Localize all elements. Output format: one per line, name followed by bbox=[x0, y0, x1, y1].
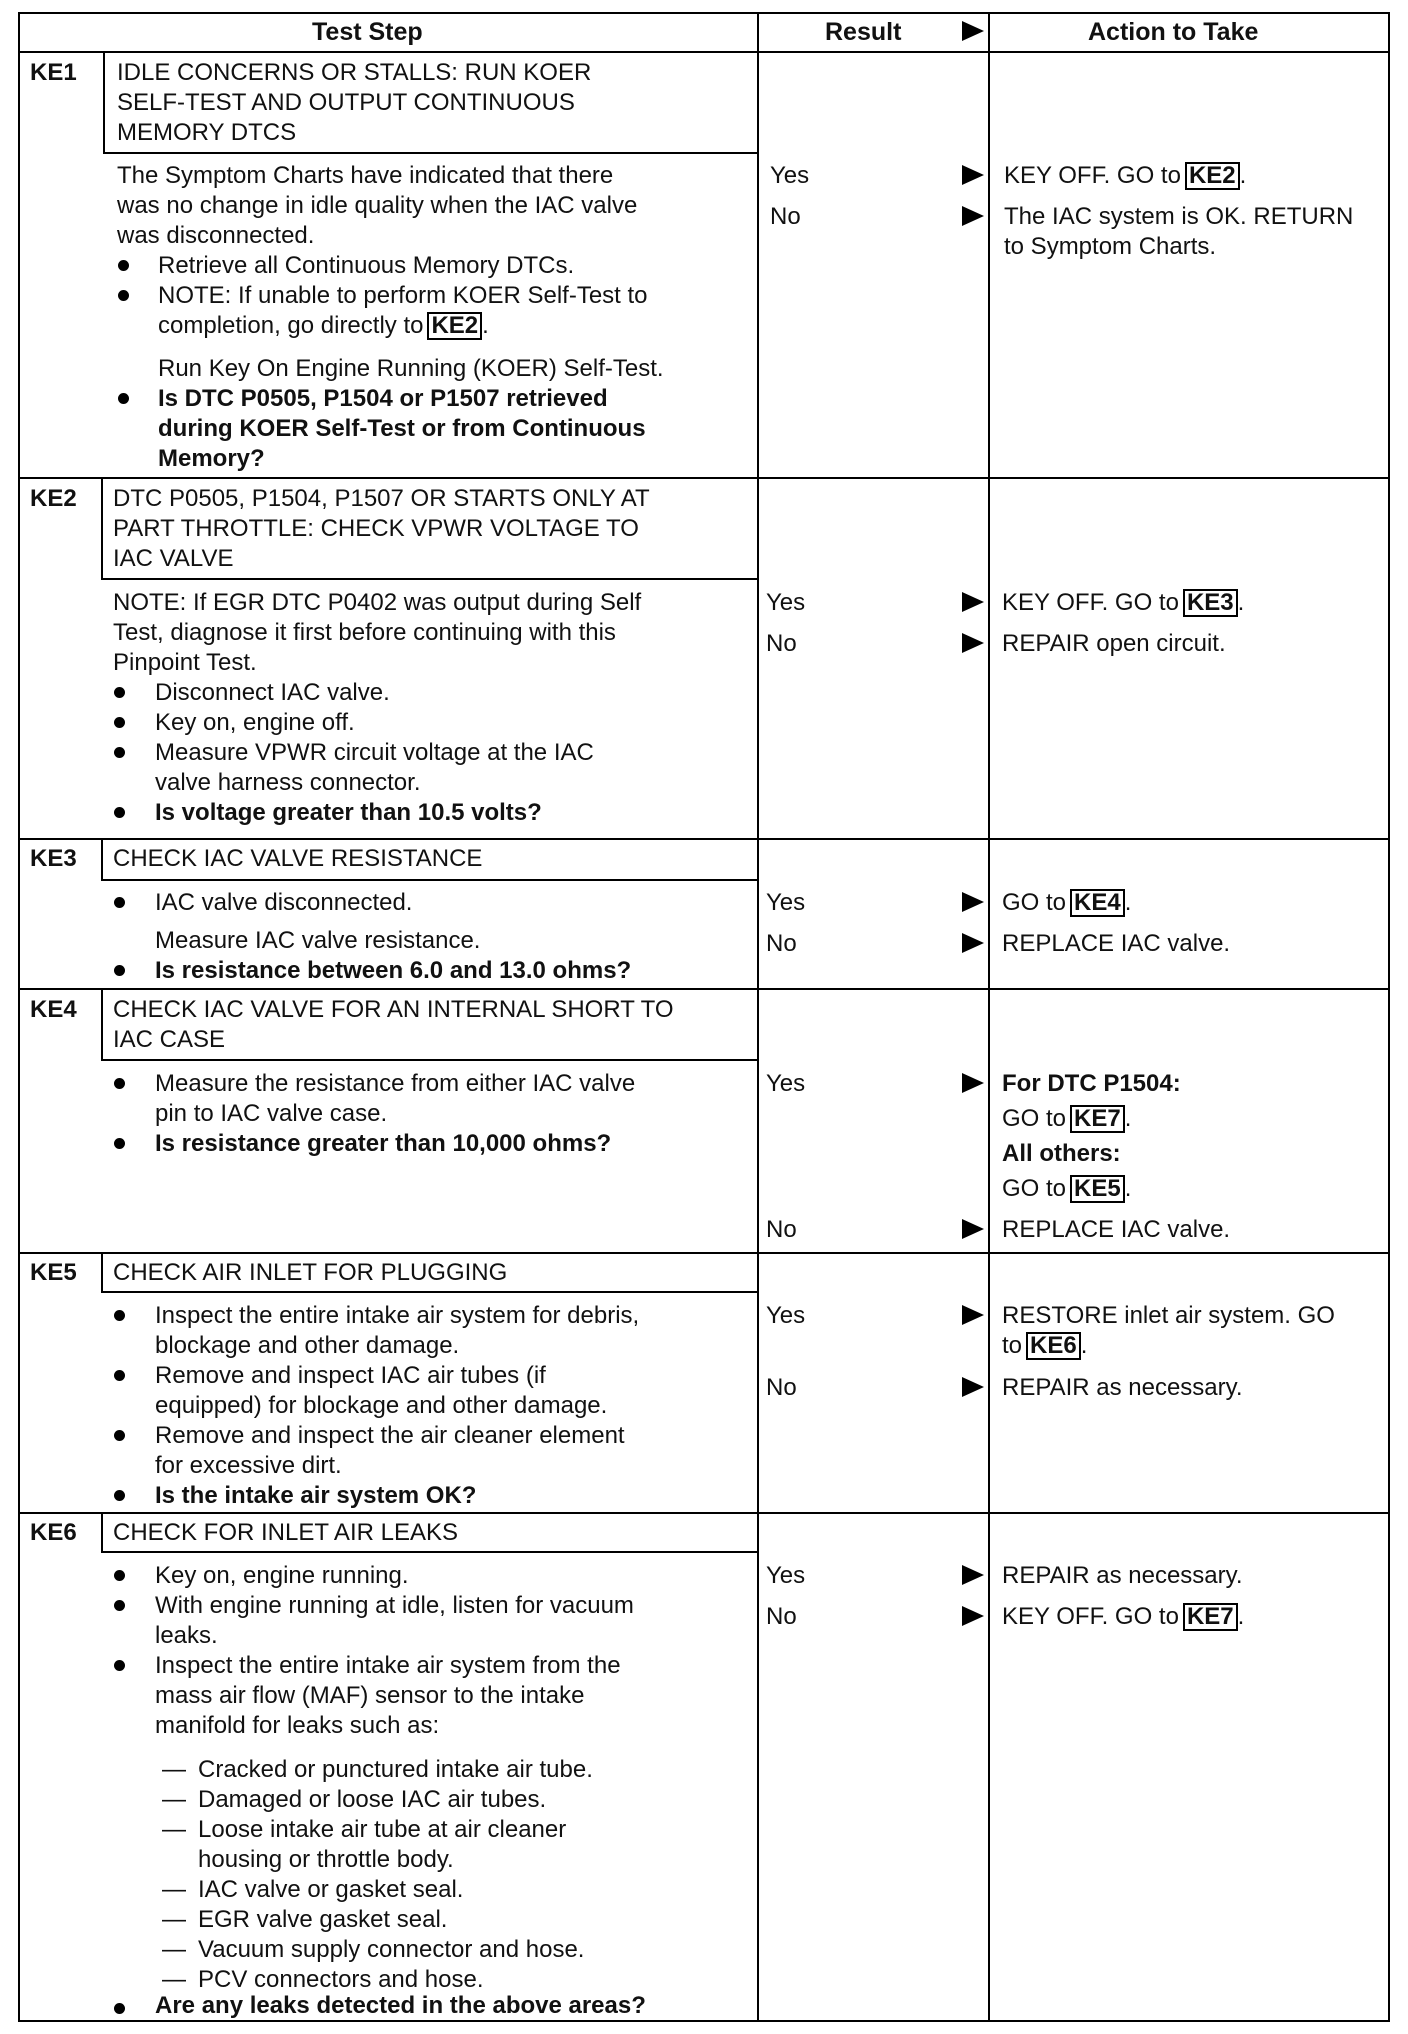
step-title-ke5: CHECK AIR INLET FOR PLUGGING bbox=[113, 1259, 508, 1286]
ke2-bullet2: Key on, engine off. bbox=[155, 709, 355, 736]
ke5-bullet2-line2: equipped) for blockage and other damage. bbox=[155, 1392, 608, 1419]
arrow-right-icon bbox=[962, 206, 984, 226]
table-top-border bbox=[18, 12, 1390, 14]
ke1-para3: Run Key On Engine Running (KOER) Self-Test. bbox=[158, 355, 664, 382]
ke6-dash6: Vacuum supply connector and hose. bbox=[198, 1936, 585, 1963]
code-divider-ke1 bbox=[103, 51, 105, 153]
step-title-ke4-line1: CHECK IAC VALVE FOR AN INTERNAL SHORT TO bbox=[113, 996, 674, 1023]
bullet-icon bbox=[114, 717, 125, 728]
step-title-ke4-line2: IAC CASE bbox=[113, 1026, 226, 1053]
title-underline-ke5 bbox=[101, 1291, 759, 1293]
ke1-question-line3: Memory? bbox=[158, 445, 265, 472]
ke1-question-line1: Is DTC P0505, P1504 or P1507 retrieved bbox=[158, 385, 608, 412]
bullet-icon bbox=[118, 393, 129, 404]
ke6-bullet1: Key on, engine running. bbox=[155, 1562, 409, 1589]
arrow-right-icon bbox=[962, 1606, 984, 1626]
bullet-icon bbox=[118, 260, 129, 271]
ke2-question: Is voltage greater than 10.5 volts? bbox=[155, 799, 542, 826]
code-divider-ke3 bbox=[101, 838, 103, 880]
dash-icon: — bbox=[162, 1816, 186, 1843]
ke2-bullet3-line2: valve harness connector. bbox=[155, 769, 421, 796]
ke5-result-no: No bbox=[766, 1374, 797, 1401]
separator-ke5 bbox=[18, 1252, 1390, 1254]
ke2-note-line3: Pinpoint Test. bbox=[113, 649, 257, 676]
ke1-intro-line1: The Symptom Charts have indicated that there bbox=[117, 162, 614, 189]
separator-ke2 bbox=[18, 477, 1390, 479]
ke1-result-yes: Yes bbox=[770, 162, 810, 189]
step-code-ke1: KE1 bbox=[30, 59, 77, 86]
ke6-dash1: Cracked or punctured intake air tube. bbox=[198, 1756, 593, 1783]
header-action: Action to Take bbox=[1088, 18, 1259, 46]
arrow-right-icon bbox=[962, 892, 984, 912]
table-right-border bbox=[1388, 12, 1390, 2022]
step-code-ke6: KE6 bbox=[30, 1519, 77, 1546]
bullet-icon bbox=[114, 807, 125, 818]
title-underline-ke6 bbox=[101, 1551, 759, 1553]
ke2-result-no: No bbox=[766, 630, 797, 657]
ref-ke4-link[interactable]: KE4 bbox=[1070, 889, 1125, 917]
ke3-para2: Measure IAC valve resistance. bbox=[155, 927, 481, 954]
arrow-right-icon bbox=[962, 1219, 984, 1239]
ke5-bullet3-line2: for excessive dirt. bbox=[155, 1452, 342, 1479]
bullet-icon bbox=[114, 1078, 125, 1089]
ke2-bullet3-line1: Measure VPWR circuit voltage at the IAC bbox=[155, 739, 594, 766]
dash-icon: — bbox=[162, 1936, 186, 1963]
column-divider-action bbox=[988, 12, 990, 2022]
ke1-action-no-line2: to Symptom Charts. bbox=[1004, 233, 1217, 260]
ke4-action-yes-heading2: All others: bbox=[1002, 1140, 1121, 1167]
ke6-bullet3-line1: Inspect the entire intake air system from the bbox=[155, 1652, 621, 1679]
ke2-note-line1: NOTE: If EGR DTC P0402 was output during Self bbox=[113, 589, 642, 616]
ke3-question: Is resistance between 6.0 and 13.0 ohms? bbox=[155, 957, 632, 984]
header-arrow-icon bbox=[962, 21, 984, 41]
ke5-action-no: REPAIR as necessary. bbox=[1002, 1374, 1243, 1401]
bullet-icon bbox=[114, 1430, 125, 1441]
ke5-question: Is the intake air system OK? bbox=[155, 1482, 477, 1509]
step-code-ke5: KE5 bbox=[30, 1259, 77, 1286]
ke1-intro-line3: was disconnected. bbox=[117, 222, 315, 249]
ke6-bullet2-line1: With engine running at idle, listen for vacuum bbox=[155, 1592, 634, 1619]
title-underline-ke2 bbox=[101, 578, 759, 580]
ke5-action-yes-line2: to KE6 . bbox=[1002, 1332, 1088, 1359]
ref-ke5-link[interactable]: KE5 bbox=[1070, 1175, 1125, 1203]
code-divider-ke5 bbox=[101, 1252, 103, 1292]
step-title-ke1-line2: SELF-TEST AND OUTPUT CONTINUOUS bbox=[117, 89, 575, 116]
step-title-ke1-line1: IDLE CONCERNS OR STALLS: RUN KOER bbox=[117, 59, 592, 86]
ke4-action-yes-go1: GO to KE7 . bbox=[1002, 1105, 1132, 1132]
ke1-bullet2-line1: NOTE: If unable to perform KOER Self-Test to bbox=[158, 282, 648, 309]
ke3-bullet1: IAC valve disconnected. bbox=[155, 889, 413, 916]
ke6-dash3-line2: housing or throttle body. bbox=[198, 1846, 454, 1873]
ke6-question: Are any leaks detected in the above areas? bbox=[155, 1992, 646, 2019]
ke1-action-yes: KEY OFF. GO to KE2 . bbox=[1004, 162, 1247, 189]
bullet-icon bbox=[114, 1600, 125, 1611]
header-test-step: Test Step bbox=[312, 18, 423, 46]
table-bottom-border bbox=[18, 2020, 1390, 2022]
title-underline-ke3 bbox=[101, 879, 759, 881]
step-title-ke2-line2: PART THROTTLE: CHECK VPWR VOLTAGE TO bbox=[113, 515, 639, 542]
arrow-right-icon bbox=[962, 633, 984, 653]
arrow-right-icon bbox=[962, 1377, 984, 1397]
ke6-result-no: No bbox=[766, 1603, 797, 1630]
ke4-question: Is resistance greater than 10,000 ohms? bbox=[155, 1130, 612, 1157]
ke6-bullet2-line2: leaks. bbox=[155, 1622, 218, 1649]
bullet-icon bbox=[114, 1138, 125, 1149]
ke6-dash2: Damaged or loose IAC air tubes. bbox=[198, 1786, 547, 1813]
arrow-right-icon bbox=[962, 1305, 984, 1325]
ke6-action-yes: REPAIR as necessary. bbox=[1002, 1562, 1243, 1589]
ref-ke7-link[interactable]: KE7 bbox=[1070, 1105, 1125, 1133]
ke6-result-yes: Yes bbox=[766, 1562, 806, 1589]
step-title-ke3: CHECK IAC VALVE RESISTANCE bbox=[113, 845, 483, 872]
ke5-bullet1-line1: Inspect the entire intake air system for debris, bbox=[155, 1302, 640, 1329]
ke3-action-no: REPLACE IAC valve. bbox=[1002, 930, 1231, 957]
ke1-action-no-line1: The IAC system is OK. RETURN bbox=[1004, 203, 1354, 230]
step-code-ke3: KE3 bbox=[30, 845, 77, 872]
ke6-dash7: PCV connectors and hose. bbox=[198, 1966, 484, 1993]
bullet-icon bbox=[114, 1310, 125, 1321]
bullet-icon bbox=[114, 965, 125, 976]
step-code-ke2: KE2 bbox=[30, 485, 77, 512]
ke4-bullet1-line2: pin to IAC valve case. bbox=[155, 1100, 388, 1127]
ke2-result-yes: Yes bbox=[766, 589, 806, 616]
ke5-bullet3-line1: Remove and inspect the air cleaner element bbox=[155, 1422, 625, 1449]
ke1-question-line2: during KOER Self-Test or from Continuous bbox=[158, 415, 646, 442]
header-bottom-line bbox=[18, 51, 1390, 53]
ke5-bullet2-line1: Remove and inspect IAC air tubes (if bbox=[155, 1362, 546, 1389]
bullet-icon bbox=[114, 897, 125, 908]
ref-ke3-link[interactable]: KE3 bbox=[1183, 589, 1238, 617]
ke5-bullet1-line2: blockage and other damage. bbox=[155, 1332, 460, 1359]
arrow-right-icon bbox=[962, 165, 984, 185]
ke5-action-yes-line1: RESTORE inlet air system. GO bbox=[1002, 1302, 1335, 1329]
ke2-action-no: REPAIR open circuit. bbox=[1002, 630, 1226, 657]
arrow-right-icon bbox=[962, 1073, 984, 1093]
bullet-icon bbox=[114, 2003, 125, 2014]
ke6-dash4: IAC valve or gasket seal. bbox=[198, 1876, 464, 1903]
step-code-ke4: KE4 bbox=[30, 996, 77, 1023]
separator-ke3 bbox=[18, 838, 1390, 840]
ke6-bullet3-line3: manifold for leaks such as: bbox=[155, 1712, 440, 1739]
dash-icon: — bbox=[162, 1906, 186, 1933]
ke6-bullet3-line2: mass air flow (MAF) sensor to the intake bbox=[155, 1682, 585, 1709]
code-divider-ke2 bbox=[101, 477, 103, 579]
ke4-bullet1-line1: Measure the resistance from either IAC valve bbox=[155, 1070, 636, 1097]
bullet-icon bbox=[114, 1370, 125, 1381]
separator-ke4 bbox=[18, 988, 1390, 990]
header-result: Result bbox=[825, 18, 902, 46]
dash-icon: — bbox=[162, 1756, 186, 1783]
ref-ke6-link[interactable]: KE6 bbox=[1026, 1332, 1081, 1360]
table-left-border bbox=[18, 12, 20, 2022]
code-divider-ke4 bbox=[101, 988, 103, 1060]
step-title-ke2-line3: IAC VALVE bbox=[113, 545, 234, 572]
bullet-icon bbox=[114, 747, 125, 758]
dash-icon: — bbox=[162, 1786, 186, 1813]
separator-ke6 bbox=[18, 1512, 1390, 1514]
ke3-result-yes: Yes bbox=[766, 889, 806, 916]
ke4-result-yes: Yes bbox=[766, 1070, 806, 1097]
arrow-right-icon bbox=[962, 1565, 984, 1585]
ref-ke7-link[interactable]: KE7 bbox=[1183, 1603, 1238, 1631]
ke1-bullet2-line2: completion, go directly to KE2 . bbox=[158, 312, 489, 339]
ke3-action-yes: GO to KE4 . bbox=[1002, 889, 1132, 916]
code-divider-ke6 bbox=[101, 1512, 103, 1552]
ke4-action-yes-heading1: For DTC P1504: bbox=[1002, 1070, 1181, 1097]
ke1-intro-line2: was no change in idle quality when the IAC valve bbox=[117, 192, 638, 219]
dash-icon: — bbox=[162, 1966, 186, 1993]
ke5-result-yes: Yes bbox=[766, 1302, 806, 1329]
arrow-right-icon bbox=[962, 592, 984, 612]
ke3-result-no: No bbox=[766, 930, 797, 957]
arrow-right-icon bbox=[962, 933, 984, 953]
ke1-result-no: No bbox=[770, 203, 801, 230]
bullet-icon bbox=[114, 1570, 125, 1581]
ke2-bullet1: Disconnect IAC valve. bbox=[155, 679, 390, 706]
step-title-ke2-line1: DTC P0505, P1504, P1507 OR STARTS ONLY AT bbox=[113, 485, 650, 512]
ref-ke2-link[interactable]: KE2 bbox=[427, 312, 482, 340]
step-title-ke1-line3: MEMORY DTCS bbox=[117, 119, 297, 146]
step-title-ke6: CHECK FOR INLET AIR LEAKS bbox=[113, 1519, 458, 1546]
column-divider-result bbox=[757, 12, 759, 2022]
ke2-action-yes: KEY OFF. GO to KE3 . bbox=[1002, 589, 1245, 616]
ke2-note-line2: Test, diagnose it first before continuing with this bbox=[113, 619, 616, 646]
ke4-action-yes-go2: GO to KE5 . bbox=[1002, 1175, 1132, 1202]
ke4-result-no: No bbox=[766, 1216, 797, 1243]
ke4-action-no: REPLACE IAC valve. bbox=[1002, 1216, 1231, 1243]
ref-ke2-link[interactable]: KE2 bbox=[1185, 162, 1240, 190]
bullet-icon bbox=[114, 687, 125, 698]
ke1-bullet1: Retrieve all Continuous Memory DTCs. bbox=[158, 252, 575, 279]
bullet-icon bbox=[114, 1660, 125, 1671]
title-underline-ke4 bbox=[101, 1059, 759, 1061]
title-underline-ke1 bbox=[103, 152, 759, 154]
dash-icon: — bbox=[162, 1876, 186, 1903]
ke6-dash3-line1: Loose intake air tube at air cleaner bbox=[198, 1816, 567, 1843]
bullet-icon bbox=[118, 290, 129, 301]
ke6-dash5: EGR valve gasket seal. bbox=[198, 1906, 448, 1933]
ke6-action-no: KEY OFF. GO to KE7 . bbox=[1002, 1603, 1245, 1630]
bullet-icon bbox=[114, 1490, 125, 1501]
